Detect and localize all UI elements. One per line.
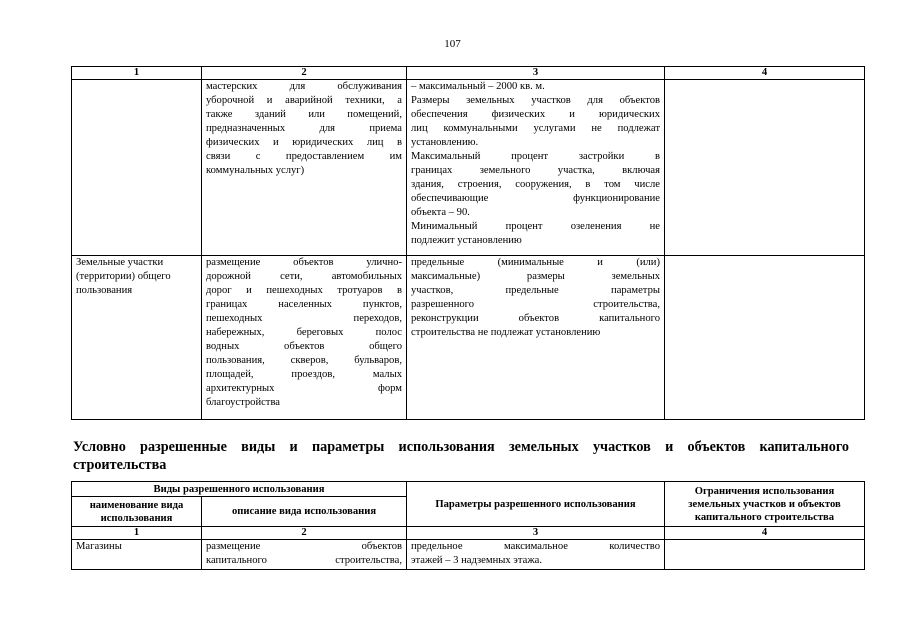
cell-text-line: максимальные) размеры земельных [411,271,660,282]
cell-text-line: границах земельного участка, включая [411,165,660,176]
section-heading-line: Условно разрешенные виды и параметры использования земельных участков и объектов капитального [73,439,849,455]
cell-text-line: границах населенных пунктов, [206,299,402,310]
cell-text-line: подлежит установлению [411,235,522,246]
conditional-use-table [71,481,865,570]
column-number: 2 [202,527,407,540]
cell-text-line: предельное максимальное количество [411,541,660,552]
use-restrictions-cell [665,256,865,420]
cell-text-line: размещение объектов [206,541,402,552]
cell-text-line: водных объектов общего [206,341,402,352]
cell-text-line: благоустройства [206,397,281,408]
table-row [72,256,865,420]
cell-text-line: пешеходных переходов, [206,313,402,324]
use-restrictions-cell [665,540,865,570]
cell-text-line: физических и юридических лиц в [206,137,402,148]
use-parameters-cell [407,540,665,570]
cell-text-line: этажей – 3 надземных этажа. [411,555,542,566]
cell-text-line: обеспечивающие функционирование [411,193,660,204]
permitted-use-table [71,66,865,420]
cell-text-line: обеспечения физических и юридических [411,109,660,120]
section-heading [73,438,849,474]
cell-text-line: также зданий или помещений, [206,109,402,120]
cell-text-line: здания, строения, сооружения, в том числе [411,179,660,190]
use-description-cell [202,80,407,256]
cell-text-line: пользования [76,285,133,296]
cell-text-line: строительства не подлежат установлению [411,327,601,338]
cell-text-line: участков, предельные параметры [411,285,660,296]
use-description-header: описание вида использования [202,497,407,527]
column-number: 2 [202,67,407,80]
group-header: Виды разрешенного использования [72,482,407,497]
cell-text-line: пользования, скверов, бульваров, [206,355,402,366]
cell-text-line: – максимальный – 2000 кв. м. [411,81,545,92]
cell-text-line: набережных, береговых полос [206,327,402,338]
use-name-header: наименование вида использования [72,497,202,527]
page-number: 107 [444,38,461,50]
column-number: 4 [665,527,865,540]
cell-text-line: площадей, проездов, малых [206,369,402,380]
cell-text-line: реконструкции объектов капитального [411,313,660,324]
use-parameters-cell [407,80,665,256]
cell-text-line: мастерских для обслуживания [206,81,402,92]
column-number: 4 [665,67,865,80]
cell-text-line: установлению. [411,137,479,148]
cell-text-line: дорожной сети, автомобильных [206,271,402,282]
cell-text-line: размещение объектов улично- [206,257,402,268]
parameters-header: Параметры разрешенного использования [407,482,665,527]
cell-text-line: коммунальных услуг) [206,165,305,176]
restrictions-header: Ограничения использования земельных участков и объектов капитального строительства [665,482,865,527]
cell-text-line: (территории) общего [76,271,171,282]
cell-text-line: связи с предоставлением им [206,151,402,162]
use-name-cell [72,256,202,420]
section-heading-line: строительства [73,457,167,473]
use-parameters-cell [407,256,665,420]
column-number: 3 [407,67,665,80]
column-number: 1 [72,527,202,540]
cell-text-line: Максимальный процент застройки в [411,151,660,162]
column-numbers-row [72,67,865,80]
use-name-cell [72,80,202,256]
cell-text-line: предназначенных для приема [206,123,402,134]
column-number: 1 [72,67,202,80]
use-restrictions-cell [665,80,865,256]
use-description-cell [202,256,407,420]
cell-text-line: Минимальный процент озеленения не [411,221,660,232]
cell-text-line: объекта – 90. [411,207,470,218]
header-row [72,482,865,497]
use-name-cell: Магазины [72,540,202,570]
cell-text-line: разрешенного строительства, [411,299,660,310]
cell-text-line: предельные (минимальные и (или) [411,257,660,268]
table-row [72,80,865,256]
use-description-cell [202,540,407,570]
cell-text-line: Земельные участки [76,257,164,268]
column-number: 3 [407,527,665,540]
cell-text-line: Размеры земельных участков для объектов [411,95,660,106]
column-numbers-row [72,527,865,540]
table-row [72,540,865,570]
cell-text-line: дорог и пешеходных тротуаров в [206,285,402,296]
cell-text-line: лиц коммунальными услугами не подлежат [411,123,660,134]
cell-text-line: капитального строительства, [206,555,402,566]
cell-text-line: уборочной и аварийной техники, а [206,95,402,106]
cell-text-line: архитектурных форм [206,383,402,394]
